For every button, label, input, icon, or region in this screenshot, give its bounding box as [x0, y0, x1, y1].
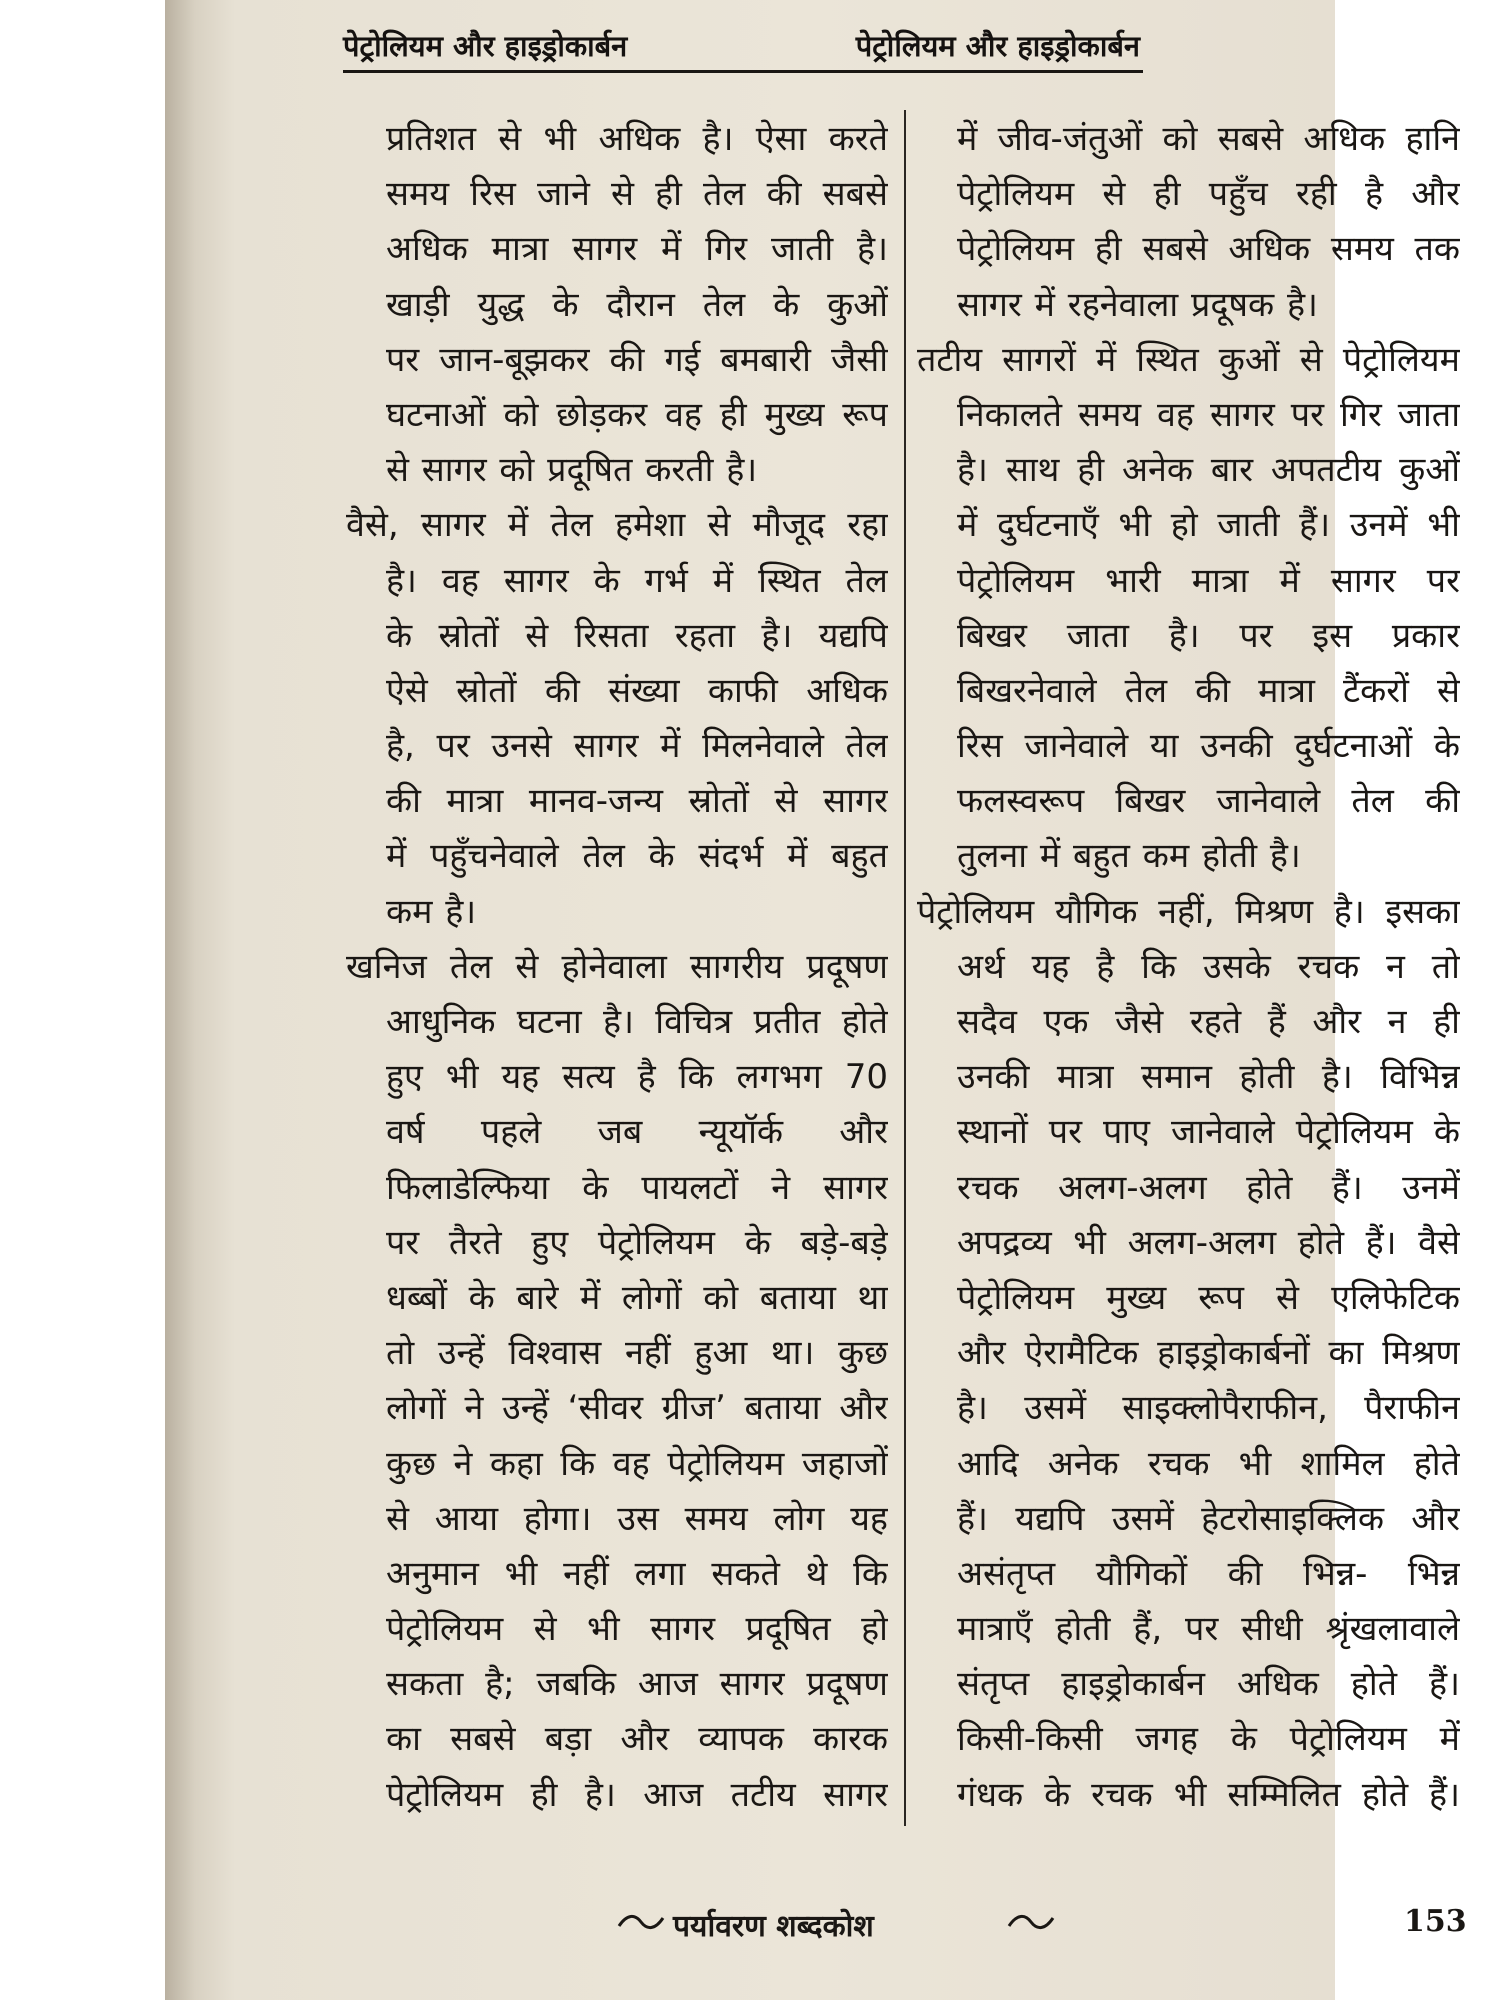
- text-line: स्थानों पर पाए जानेवाले पेट्रोलियम के: [957, 1112, 1460, 1153]
- text-line: पर जान-बूझकर की गई बमबारी जैसी: [386, 339, 888, 380]
- page-number: 153: [1404, 1904, 1467, 1939]
- text-line: है, पर उनसे सागर में मिलनेवाले तेल: [386, 726, 888, 767]
- text-line: समय रिस जाने से ही तेल की सबसे: [386, 174, 888, 215]
- text-line: तो उन्हें विश्वास नहीं हुआ था। कुछ: [386, 1333, 888, 1374]
- text-line: कम है।: [386, 891, 477, 932]
- text-line: पेट्रोलियम ही है। आज तटीय सागर: [386, 1774, 888, 1815]
- text-line: में जीव-जंतुओं को सबसे अधिक हानि: [957, 119, 1460, 159]
- text-line: फिलाडेल्फिया के पायलटों ने सागर: [386, 1167, 888, 1208]
- book-title: पर्यावरण शब्दकोश: [673, 1909, 874, 1944]
- text-line: में पहुँचनेवाले तेल के संदर्भ में बहुत: [386, 836, 888, 877]
- text-line: आधुनिक घटना है। विचित्र प्रतीत होते: [386, 1002, 888, 1042]
- text-line: निकालते समय वह सागर पर गिर जाता: [957, 394, 1460, 435]
- text-line: पेट्रोलियम ही सबसे अधिक समय तक: [957, 229, 1460, 270]
- left-text-column: [346, 112, 888, 1823]
- header-rule: [343, 70, 1143, 73]
- text-line: की मात्रा मानव-जन्य स्रोतों से सागर: [386, 781, 888, 822]
- text-line: पेट्रोलियम से भी सागर प्रदूषित हो: [386, 1609, 888, 1650]
- text-line: है। साथ ही अनेक बार अपतटीय कुओं: [957, 450, 1460, 491]
- text-line: रिस जानेवाले या उनकी दुर्घटनाओं के: [957, 726, 1460, 767]
- text-line: किसी-किसी जगह के पेट्रोलियम में: [957, 1719, 1460, 1760]
- text-line: में दुर्घटनाएँ भी हो जाती हैं। उनमें भी: [957, 505, 1460, 546]
- text-line: धब्बों के बारे में लोगों को बताया था: [386, 1277, 888, 1318]
- text-line: अनुमान भी नहीं लगा सकते थे कि: [386, 1553, 888, 1594]
- text-line: बिखर जाता है। पर इस प्रकार: [957, 615, 1460, 656]
- text-line: है। वह सागर के गर्भ में स्थित तेल: [386, 560, 888, 601]
- text-line: रचक अलग-अलग होते हैं। उनमें: [957, 1167, 1460, 1208]
- running-header-left: पेट्रोलियम और हाइड्रोकार्बन: [343, 29, 628, 63]
- text-line: पेट्रोलियम से ही पहुँच रही है और: [957, 174, 1460, 215]
- text-line: और ऐरामैटिक हाइड्रोकार्बनों का मिश्रण: [957, 1333, 1460, 1374]
- text-line: सकता है; जबकि आज सागर प्रदूषण: [386, 1664, 888, 1705]
- text-line: हुए भी यह सत्य है कि लगभग 70: [386, 1057, 888, 1098]
- text-line: सदैव एक जैसे रहते हैं और न ही: [957, 1002, 1460, 1042]
- text-line: वर्ष पहले जब न्यूयॉर्क और: [386, 1112, 888, 1153]
- text-line: तटीय सागरों में स्थित कुओं से पेट्रोलियम: [917, 339, 1460, 380]
- text-line: असंतृप्त यौगिकों की भिन्न- भिन्न: [957, 1553, 1460, 1594]
- text-line: प्रतिशत से भी अधिक है। ऐसा करते: [386, 119, 888, 159]
- text-line: अपद्रव्य भी अलग-अलग होते हैं। वैसे: [957, 1222, 1460, 1263]
- tilde-ornament-right: [1007, 1910, 1055, 1934]
- text-line: लोगों ने उन्हें ‘सीवर ग्रीज’ बताया और: [386, 1388, 888, 1429]
- text-line: मात्राएँ होती हैं, पर सीधी श्रृंखलावाले: [957, 1609, 1460, 1650]
- text-line: के स्रोतों से रिसता रहता है। यद्यपि: [386, 615, 888, 656]
- text-line: हैं। यद्यपि उसमें हेटरोसाइक्लिक और: [957, 1498, 1460, 1539]
- text-line: संतृप्त हाइड्रोकार्बन अधिक होते हैं।: [957, 1664, 1460, 1705]
- text-line: सागर में रहनेवाला प्रदूषक है।: [957, 284, 1318, 325]
- text-line: पर तैरते हुए पेट्रोलियम के बड़े-बड़े: [386, 1222, 888, 1263]
- column-divider: [904, 110, 906, 1826]
- text-line: वैसे, सागर में तेल हमेशा से मौजूद रहा: [346, 505, 888, 546]
- text-line: से सागर को प्रदूषित करती है।: [386, 450, 758, 491]
- text-line: है। उसमें साइक्लोपैराफीन, पैराफीन: [957, 1388, 1460, 1429]
- text-line: अर्थ यह है कि उसके रचक न तो: [957, 946, 1460, 987]
- text-line: खनिज तेल से होनेवाला सागरीय प्रदूषण: [346, 946, 888, 987]
- text-line: खाड़ी युद्ध के दौरान तेल के कुओं: [386, 284, 888, 325]
- text-line: से आया होगा। उस समय लोग यह: [386, 1498, 888, 1539]
- tilde-ornament-left: [617, 1910, 665, 1934]
- text-line: घटनाओं को छोड़कर वह ही मुख्य रूप: [386, 394, 888, 435]
- book-page: [165, 0, 1467, 2000]
- text-line: पेट्रोलियम मुख्य रूप से एलिफेटिक: [957, 1277, 1460, 1318]
- text-line: पेट्रोलियम यौगिक नहीं, मिश्रण है। इसका: [917, 891, 1460, 932]
- text-line: का सबसे बड़ा और व्यापक कारक: [386, 1719, 888, 1760]
- text-line: आदि अनेक रचक भी शामिल होते: [957, 1443, 1460, 1484]
- text-line: अधिक मात्रा सागर में गिर जाती है।: [386, 229, 888, 270]
- running-header-right: पेट्रोलियम और हाइड्रोकार्बन: [855, 29, 1140, 63]
- text-line: पेट्रोलियम भारी मात्रा में सागर पर: [957, 560, 1460, 601]
- right-text-column: [917, 112, 1460, 1823]
- text-line: कुछ ने कहा कि वह पेट्रोलियम जहाजों: [386, 1443, 888, 1484]
- text-line: बिखरनेवाले तेल की मात्रा टैंकरों से: [957, 670, 1460, 711]
- text-line: ऐसे स्रोतों की संख्या काफी अधिक: [386, 670, 888, 711]
- text-line: गंधक के रचक भी सम्मिलित होते हैं।: [957, 1774, 1460, 1815]
- text-line: फलस्वरूप बिखर जानेवाले तेल की: [957, 781, 1460, 822]
- text-line: तुलना में बहुत कम होती है।: [957, 836, 1301, 877]
- text-line: उनकी मात्रा समान होती है। विभिन्न: [957, 1057, 1460, 1098]
